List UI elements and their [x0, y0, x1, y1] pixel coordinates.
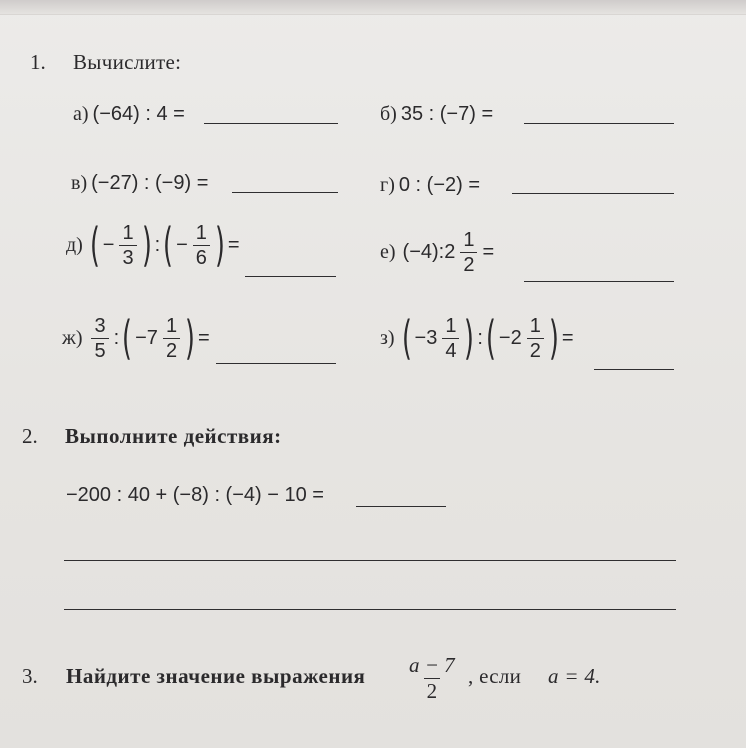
denominator: 2	[460, 252, 477, 275]
task1-item-v	[71, 172, 208, 195]
colon: :	[113, 326, 120, 349]
numerator: 1	[529, 314, 541, 337]
denominator: 2	[424, 678, 441, 702]
answer-line-v[interactable]	[232, 192, 338, 193]
fraction	[91, 316, 108, 361]
equals-sign: =	[198, 326, 210, 349]
task1-item-d	[66, 218, 240, 272]
work-line-2[interactable]	[64, 609, 676, 610]
right-paren: )	[464, 311, 475, 365]
minus-sign: −	[176, 233, 188, 256]
fraction	[460, 230, 477, 275]
top-edge	[0, 0, 746, 15]
answer-line-z[interactable]	[594, 369, 674, 370]
answer-line-zh[interactable]	[216, 363, 336, 364]
whole-part: −3	[414, 326, 438, 349]
task1-item-e	[380, 230, 494, 275]
colon: :	[154, 233, 161, 256]
fraction	[527, 316, 544, 361]
right-paren: )	[185, 311, 195, 365]
item-expression: (−27) : (−9) =	[91, 172, 209, 194]
whole-part: −7	[135, 326, 158, 349]
colon: :	[477, 326, 483, 349]
right-paren: )	[548, 311, 559, 365]
item-label: б)	[380, 103, 397, 125]
task1-item-z	[380, 311, 574, 365]
right-paren: )	[214, 218, 225, 272]
left-paren: (	[122, 311, 133, 365]
task3-title: Найдите значение выражения	[66, 664, 366, 688]
task2-expression: −200 : 40 + (−8) : (−4) − 10 =	[66, 484, 324, 506]
task3-number: 3.	[22, 664, 38, 688]
item-label: а)	[73, 103, 89, 125]
task1-item-a	[73, 103, 185, 126]
denominator: 2	[527, 338, 544, 361]
answer-line-g[interactable]	[512, 193, 674, 194]
denominator: 4	[442, 338, 459, 361]
answer-line-b[interactable]	[524, 123, 674, 124]
numerator: 1	[445, 314, 457, 337]
work-line-1[interactable]	[64, 560, 676, 561]
answer-line-d[interactable]	[245, 276, 336, 277]
numerator: a − 7	[409, 653, 455, 677]
item-label: в)	[71, 172, 88, 194]
numerator: 3	[94, 314, 106, 337]
task1-title: Вычислите:	[73, 50, 182, 74]
minus-sign: −	[102, 233, 115, 256]
task1-item-zh	[62, 311, 210, 365]
left-paren: (	[401, 311, 412, 365]
answer-line-task2[interactable]	[356, 506, 446, 507]
item-label: е)	[380, 241, 396, 263]
fraction	[193, 223, 210, 268]
left-paren: (	[89, 218, 100, 272]
item-label: г)	[380, 174, 395, 196]
task1-number: 1.	[30, 50, 46, 74]
task2-number: 2.	[22, 424, 38, 448]
numerator: 1	[165, 314, 178, 337]
equals-sign: =	[227, 233, 240, 256]
item-expression: 35 : (−7) =	[400, 103, 494, 125]
fraction	[163, 316, 180, 361]
equals-sign: =	[561, 326, 574, 349]
answer-line-e[interactable]	[524, 281, 674, 282]
denominator: 3	[119, 245, 136, 268]
item-label: з)	[380, 326, 395, 349]
equals-sign: =	[482, 241, 495, 263]
left-paren: (	[163, 218, 174, 272]
item-label: д)	[66, 233, 83, 256]
denominator: 5	[91, 338, 108, 361]
item-expression: (−4):2	[402, 241, 456, 263]
numerator: 1	[195, 221, 207, 244]
item-expression: 0 : (−2) =	[398, 174, 481, 196]
numerator: 1	[122, 221, 134, 244]
answer-line-a[interactable]	[204, 123, 338, 124]
task1-item-b	[380, 103, 493, 126]
left-paren: (	[486, 311, 496, 365]
item-label: ж)	[62, 326, 83, 349]
item-expression: (−64) : 4 =	[92, 103, 185, 125]
task3-condition: a = 4.	[548, 664, 601, 688]
task3-fraction	[404, 655, 460, 702]
numerator: 1	[463, 229, 475, 251]
task2-title: Выполните действия:	[65, 424, 282, 448]
denominator: 6	[193, 245, 210, 268]
whole-part: −2	[498, 326, 522, 349]
right-paren: )	[141, 218, 152, 272]
task3-tail: , если	[468, 664, 522, 688]
fraction	[119, 223, 136, 268]
task1-item-g	[380, 174, 480, 197]
fraction	[442, 316, 459, 361]
denominator: 2	[163, 338, 180, 361]
